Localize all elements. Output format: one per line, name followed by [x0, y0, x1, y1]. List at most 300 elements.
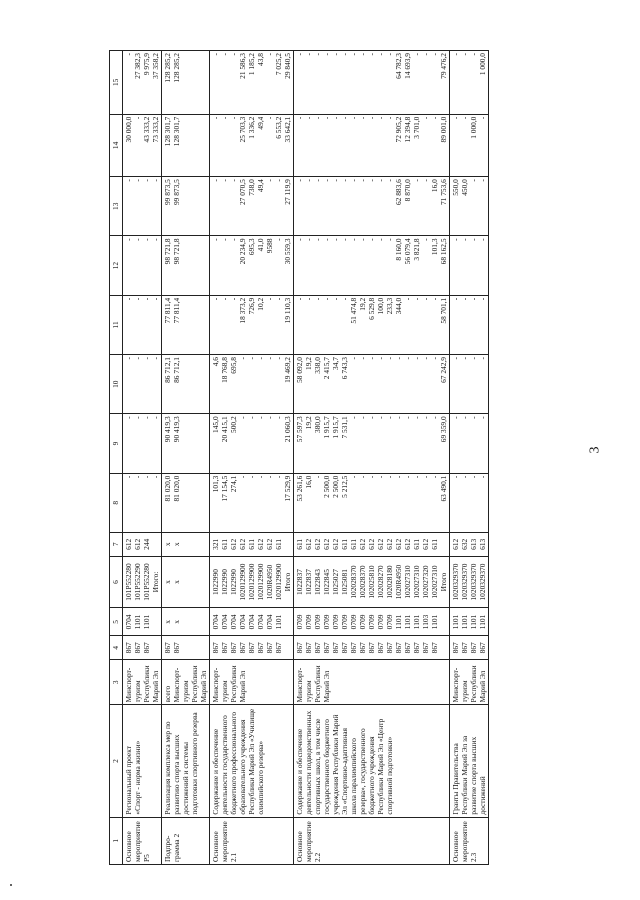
cell-line: -: [322, 297, 331, 301]
cell-line: 19 469,2: [283, 357, 292, 383]
cell-line: 102027310: [430, 565, 439, 599]
cell-line: -: [238, 416, 247, 419]
cell-line: 867: [340, 642, 349, 654]
expense-type-cell: [123, 532, 162, 556]
cell-line: -: [403, 357, 412, 360]
cell-line: 612: [451, 538, 460, 550]
cell-line: -: [412, 416, 421, 419]
cell-line: -: [322, 238, 331, 241]
cell-line: Минспорт-: [295, 667, 304, 703]
cell-line: -: [478, 416, 487, 419]
expense-type-cell: [450, 532, 489, 556]
cell-line: 8 870,0: [403, 179, 412, 202]
cell-line: -: [220, 179, 229, 182]
cell-line: 10,2: [256, 297, 265, 311]
cell-line: -: [385, 357, 394, 360]
column-number-header: 1: [110, 817, 123, 864]
cell-line: 450,0: [460, 179, 469, 196]
cell-line: 1 915,7: [331, 416, 340, 439]
cell-line: 27 070,5: [238, 179, 247, 206]
expense-type-cell: [210, 532, 294, 556]
cell-line: 612: [238, 538, 247, 550]
cell-line: -: [133, 475, 142, 479]
cell-line: -: [412, 53, 421, 56]
cell-line: 1101: [460, 614, 469, 630]
cell-line: -: [451, 357, 460, 360]
cell-line: 867: [220, 642, 229, 654]
cell-line: 726,9: [247, 297, 256, 315]
cell-line: -: [331, 179, 340, 182]
cell-line: -: [229, 116, 238, 120]
cell-line: -: [469, 297, 478, 301]
cell-line: 867: [304, 642, 313, 654]
cell-line: -: [460, 416, 469, 419]
cell-line: 8 160,0: [394, 238, 403, 261]
cell-line: -: [385, 116, 394, 120]
cell-line: 43,8: [256, 53, 265, 66]
cell-line: 86 712,1: [172, 357, 181, 383]
cell-line: 102028370: [349, 565, 358, 599]
cell-line: 1020129900: [274, 563, 283, 601]
cell-line: -: [367, 116, 376, 120]
cell-line: 16,0: [430, 179, 439, 193]
cell-line: -: [394, 475, 403, 479]
year-amount-cell-col-14: [123, 114, 162, 177]
cell-line: -: [211, 297, 220, 301]
cell-line: Минспорт-: [124, 667, 133, 703]
year-amount-cell-col-13: [162, 177, 210, 236]
cell-line: 233,3: [385, 297, 394, 315]
cell-line: 89 001,0: [439, 116, 448, 143]
cell-line: -: [460, 238, 469, 241]
cell-line: -: [142, 179, 151, 182]
cell-line: 128 301,7: [172, 116, 181, 147]
stray-mark: [10, 884, 12, 886]
cell-line: 867: [430, 642, 439, 654]
executor-cell: [210, 660, 294, 705]
cell-line: 612: [265, 538, 274, 550]
cell-line: Республики: [469, 665, 478, 703]
cell-line: 867: [322, 642, 331, 654]
cell-line: -: [220, 238, 229, 241]
cell-line: 1022843: [313, 569, 322, 595]
year-amount-cell-col-12: [210, 236, 294, 295]
cell-line: 0704: [265, 614, 274, 630]
column-number-header: 14: [110, 114, 123, 177]
cell-line: -: [460, 53, 469, 56]
cell-line: -: [385, 179, 394, 182]
column-number-header: 10: [110, 355, 123, 414]
section-code-cell: [450, 608, 489, 636]
cell-line: 0709: [295, 614, 304, 630]
year-amount-cell-col-15: [123, 51, 162, 115]
cell-line: 1 000,0: [469, 116, 478, 139]
cell-line: -: [124, 179, 133, 182]
cell-line: 101,3: [211, 475, 220, 493]
target-article-cell: [450, 556, 489, 608]
column-number-header: 3: [110, 660, 123, 705]
cell-line: 128 285,2: [163, 53, 172, 83]
cell-line: 49,4: [256, 179, 265, 193]
column-number-header: 11: [110, 295, 123, 354]
cell-line: 81 020,0: [163, 475, 172, 502]
cell-line: -: [349, 357, 358, 360]
cell-line: -: [211, 238, 220, 241]
cell-line: -: [151, 357, 160, 360]
cell-line: -: [229, 238, 238, 241]
cell-line: -: [478, 238, 487, 241]
cell-line: 867: [358, 642, 367, 654]
cell-line: -: [265, 357, 274, 360]
cell-line: Марий Эл: [322, 670, 331, 703]
cell-line: -: [376, 416, 385, 419]
grbs-code-cell: [450, 636, 489, 660]
cell-line: 1101: [142, 614, 151, 630]
cell-line: -: [256, 357, 265, 360]
column-number-header: 6: [110, 556, 123, 608]
cell-line: 867: [376, 642, 385, 654]
cell-line: 0709: [376, 614, 385, 630]
cell-line: 77 811,4: [163, 297, 172, 324]
cell-line: 1101: [451, 614, 460, 630]
year-amount-cell-col-14: [210, 114, 294, 177]
cell-line: -: [340, 179, 349, 182]
cell-line: 1101: [412, 614, 421, 630]
cell-line: -: [313, 297, 322, 301]
cell-line: 338,0: [313, 357, 322, 374]
year-amount-cell-col-14: [162, 114, 210, 177]
cell-line: Республики: [313, 665, 322, 703]
cell-line: -: [304, 116, 313, 120]
cell-line: 1022990: [211, 569, 220, 595]
target-article-cell: [162, 556, 210, 608]
target-article-cell: [210, 556, 294, 608]
cell-line: 867: [331, 642, 340, 654]
cell-line: -: [367, 416, 376, 419]
grbs-code-cell: [210, 636, 294, 660]
cell-line: 1020R4950: [265, 564, 274, 600]
cell-line: 867: [142, 642, 151, 654]
table-row: [123, 51, 162, 865]
cell-line: -: [469, 53, 478, 56]
cell-line: 101P552290: [133, 563, 142, 601]
cell-line: -: [142, 238, 151, 241]
cell-line: 612: [304, 538, 313, 550]
cell-line: Основное: [295, 831, 304, 862]
cell-line: 1101: [469, 614, 478, 630]
cell-line: -: [478, 179, 487, 182]
cell-line: 7 531,1: [340, 416, 349, 439]
year-amount-cell-col-9: [210, 414, 294, 473]
column-number-header: 15: [110, 51, 123, 115]
cell-line: Марий Эл: [151, 670, 160, 703]
grbs-code-cell: [162, 636, 210, 660]
year-amount-cell-col-12: [294, 236, 450, 295]
cell-line: -: [469, 357, 478, 360]
cell-line: -: [133, 357, 142, 360]
cell-line: 0709: [367, 614, 376, 630]
cell-line: 18 768,8: [220, 357, 229, 383]
cell-line: 1020329370: [460, 563, 469, 601]
cell-line: 2.3: [469, 852, 478, 862]
cell-line: Реализация комплекса мер по развитию спорта высших достижений и системы подготовки спортивного резерва: [163, 712, 199, 815]
cell-line: -: [331, 297, 340, 301]
cell-line: 611: [274, 538, 283, 550]
cell-line: 612: [385, 538, 394, 550]
cell-line: 1022845: [322, 569, 331, 595]
cell-line: 1020329370: [451, 563, 460, 601]
cell-line: -: [124, 416, 133, 419]
cell-line: 0704: [229, 614, 238, 630]
year-amount-cell-col-15: [210, 51, 294, 115]
cell-line: -: [349, 475, 358, 479]
cell-line: -: [394, 416, 403, 419]
cell-line: -: [376, 116, 385, 120]
cell-line: 550,0: [451, 179, 460, 196]
section-code-cell: [162, 608, 210, 636]
cell-line: Минспорт-: [172, 667, 181, 703]
cell-line: 102027310: [403, 565, 412, 599]
cell-line: 613: [478, 538, 487, 550]
cell-line: 41,0: [256, 238, 265, 252]
cell-line: 867: [229, 642, 238, 654]
cell-line: 867: [256, 642, 265, 654]
cell-line: 1 185,2: [247, 53, 256, 76]
cell-line: 867: [172, 642, 181, 654]
cell-line: 67 242,9: [439, 357, 448, 383]
cell-line: 344,0: [394, 297, 403, 315]
rotated-budget-table-sheet: [109, 50, 581, 865]
cell-line: -: [304, 179, 313, 182]
cell-line: мероприятие: [133, 821, 142, 862]
cell-line: -: [331, 116, 340, 120]
cell-line: -: [451, 238, 460, 241]
cell-line: 102028270: [376, 565, 385, 599]
cell-line: -: [313, 179, 322, 182]
cell-line: -: [358, 53, 367, 56]
cell-line: -: [376, 475, 385, 479]
cell-line: -: [313, 116, 322, 120]
cell-line: 1 915,7: [322, 416, 331, 439]
cell-line: туризм: [181, 680, 190, 703]
cell-line: -: [256, 416, 265, 419]
cell-line: 611: [340, 538, 349, 550]
cell-line: 867: [469, 642, 478, 654]
cell-line: 99 873,5: [172, 179, 181, 206]
cell-line: Основное: [124, 831, 133, 862]
cell-line: Итого: [439, 572, 448, 592]
cell-line: 19,2: [304, 416, 313, 430]
cell-line: -: [265, 297, 274, 301]
cell-line: 1020129900: [256, 563, 265, 601]
cell-line: -: [460, 475, 469, 479]
cell-line: Итого: [283, 572, 292, 592]
cell-line: 612: [394, 538, 403, 550]
cell-line: -: [460, 357, 469, 360]
cell-line: 72 905,2: [394, 116, 403, 143]
cell-line: -: [151, 179, 160, 182]
budget-table: [109, 50, 489, 865]
cell-line: -: [385, 53, 394, 56]
year-amount-cell-col-10: [450, 355, 489, 414]
cell-line: Марий Эл: [199, 670, 208, 703]
cell-line: 5 212,5: [340, 475, 349, 498]
cell-line: 1022990: [229, 569, 238, 595]
cell-line: 6 529,8: [367, 297, 376, 320]
year-amount-cell-col-10: [210, 355, 294, 414]
cell-line: -: [403, 475, 412, 479]
cell-line: 21 586,3: [238, 53, 247, 79]
cell-line: 102028370: [358, 565, 367, 599]
cell-line: 1022990: [220, 569, 229, 595]
cell-line: -: [133, 116, 142, 120]
cell-line: -: [349, 416, 358, 419]
cell-line: -: [133, 416, 142, 419]
cell-line: 101P552280: [124, 563, 133, 601]
cell-line: -: [469, 238, 478, 241]
cell-line: 1101: [478, 614, 487, 630]
cell-line: 867: [265, 642, 274, 654]
cell-line: -: [349, 179, 358, 182]
cell-line: 20 234,9: [238, 238, 247, 265]
cell-line: туризм: [304, 680, 313, 703]
cell-line: -: [322, 116, 331, 120]
cell-line: 1020R4950: [394, 564, 403, 600]
year-amount-cell-col-9: [450, 414, 489, 473]
program-item-cell: [450, 817, 489, 864]
cell-line: 612: [376, 538, 385, 550]
cell-line: -: [142, 475, 151, 479]
cell-line: -: [247, 357, 256, 360]
cell-line: x: [163, 620, 172, 624]
cell-line: -: [421, 53, 430, 56]
cell-line: -: [403, 297, 412, 301]
cell-line: -: [256, 475, 265, 479]
year-amount-cell-col-14: [294, 114, 450, 177]
year-amount-cell-col-13: [450, 177, 489, 236]
cell-line: -: [412, 357, 421, 360]
cell-line: Марий Эл: [238, 670, 247, 703]
cell-line: -: [340, 297, 349, 301]
cell-line: Р5: [142, 854, 151, 862]
cell-line: 1020329370: [478, 563, 487, 601]
cell-line: -: [142, 297, 151, 301]
cell-line: -: [265, 179, 274, 182]
column-number-header: 2: [110, 705, 123, 817]
cell-line: -: [358, 475, 367, 479]
year-amount-cell-col-8: [123, 473, 162, 532]
cell-line: 867: [451, 642, 460, 654]
cell-line: -: [421, 116, 430, 120]
cell-line: 0709: [385, 614, 394, 630]
cell-line: 69 359,0: [439, 416, 448, 443]
cell-line: Республики: [190, 665, 199, 703]
year-amount-cell-col-11: [123, 295, 162, 354]
cell-line: -: [421, 179, 430, 182]
cell-line: 867: [403, 642, 412, 654]
cell-line: мероприятие: [304, 821, 313, 862]
year-amount-cell-col-13: [210, 177, 294, 236]
cell-line: 102027320: [421, 565, 430, 599]
cell-line: 62 883,6: [394, 179, 403, 206]
cell-line: 102028180: [385, 565, 394, 599]
cell-line: -: [358, 238, 367, 241]
cell-line: 1101: [274, 614, 283, 630]
cell-line: -: [478, 116, 487, 120]
cell-line: -: [430, 297, 439, 301]
year-amount-cell-col-13: [294, 177, 450, 236]
cell-line: 79 476,2: [439, 53, 448, 79]
executor-cell: [450, 660, 489, 705]
cell-line: «Спорт - норма жизни»: [133, 740, 142, 815]
cell-line: -: [367, 179, 376, 182]
target-article-cell: [123, 556, 162, 608]
cell-line: -: [142, 416, 151, 419]
year-amount-cell-col-9: [162, 414, 210, 473]
cell-line: -: [151, 238, 160, 241]
cell-line: 51 474,8: [349, 297, 358, 324]
cell-line: 612: [256, 538, 265, 550]
cell-line: 612: [358, 538, 367, 550]
executor-cell: [123, 660, 162, 705]
cell-line: -: [367, 475, 376, 479]
cell-line: 612: [331, 538, 340, 550]
cell-line: 867: [385, 642, 394, 654]
cell-line: 632: [460, 538, 469, 550]
cell-line: x: [172, 620, 181, 624]
cell-line: 0709: [349, 614, 358, 630]
cell-line: 1101: [394, 614, 403, 630]
cell-line: -: [376, 357, 385, 360]
cell-line: -: [358, 357, 367, 360]
program-item-cell: [294, 817, 450, 864]
executor-cell: [294, 660, 450, 705]
cell-line: -: [274, 297, 283, 301]
cell-line: 101,3: [430, 238, 439, 256]
cell-line: 1025081: [340, 569, 349, 595]
cell-line: 18 373,2: [238, 297, 247, 324]
cell-line: 1025027: [331, 569, 340, 595]
cell-line: 695,8: [229, 357, 238, 374]
cell-line: 98 721,8: [172, 238, 181, 265]
cell-line: 867: [163, 642, 172, 654]
cell-line: -: [211, 116, 220, 120]
cell-line: мероприятие: [220, 821, 229, 862]
cell-line: 128 301,7: [163, 116, 172, 147]
cell-line: Гранты Правительства Республики Марий Эл за развитие спорта высших достижений: [451, 735, 487, 815]
cell-line: 380,0: [313, 416, 322, 433]
cell-line: -: [469, 416, 478, 419]
cell-line: -: [151, 475, 160, 479]
cell-line: -: [295, 116, 304, 120]
cell-line: всего: [163, 685, 172, 703]
year-amount-cell-col-14: [450, 114, 489, 177]
cell-line: -: [367, 53, 376, 56]
year-amount-cell-col-10: [123, 355, 162, 414]
cell-line: -: [304, 297, 313, 301]
table-row: [294, 51, 450, 865]
cell-line: 2 500,0: [322, 475, 331, 498]
cell-line: 612: [124, 538, 133, 550]
year-amount-cell-col-12: [162, 236, 210, 295]
cell-line: туризм: [133, 680, 142, 703]
column-number-header: 12: [110, 236, 123, 295]
cell-line: -: [349, 53, 358, 56]
cell-line: x: [172, 542, 181, 547]
cell-line: -: [295, 179, 304, 182]
cell-line: 612: [367, 538, 376, 550]
cell-line: 68 162,5: [439, 238, 448, 265]
